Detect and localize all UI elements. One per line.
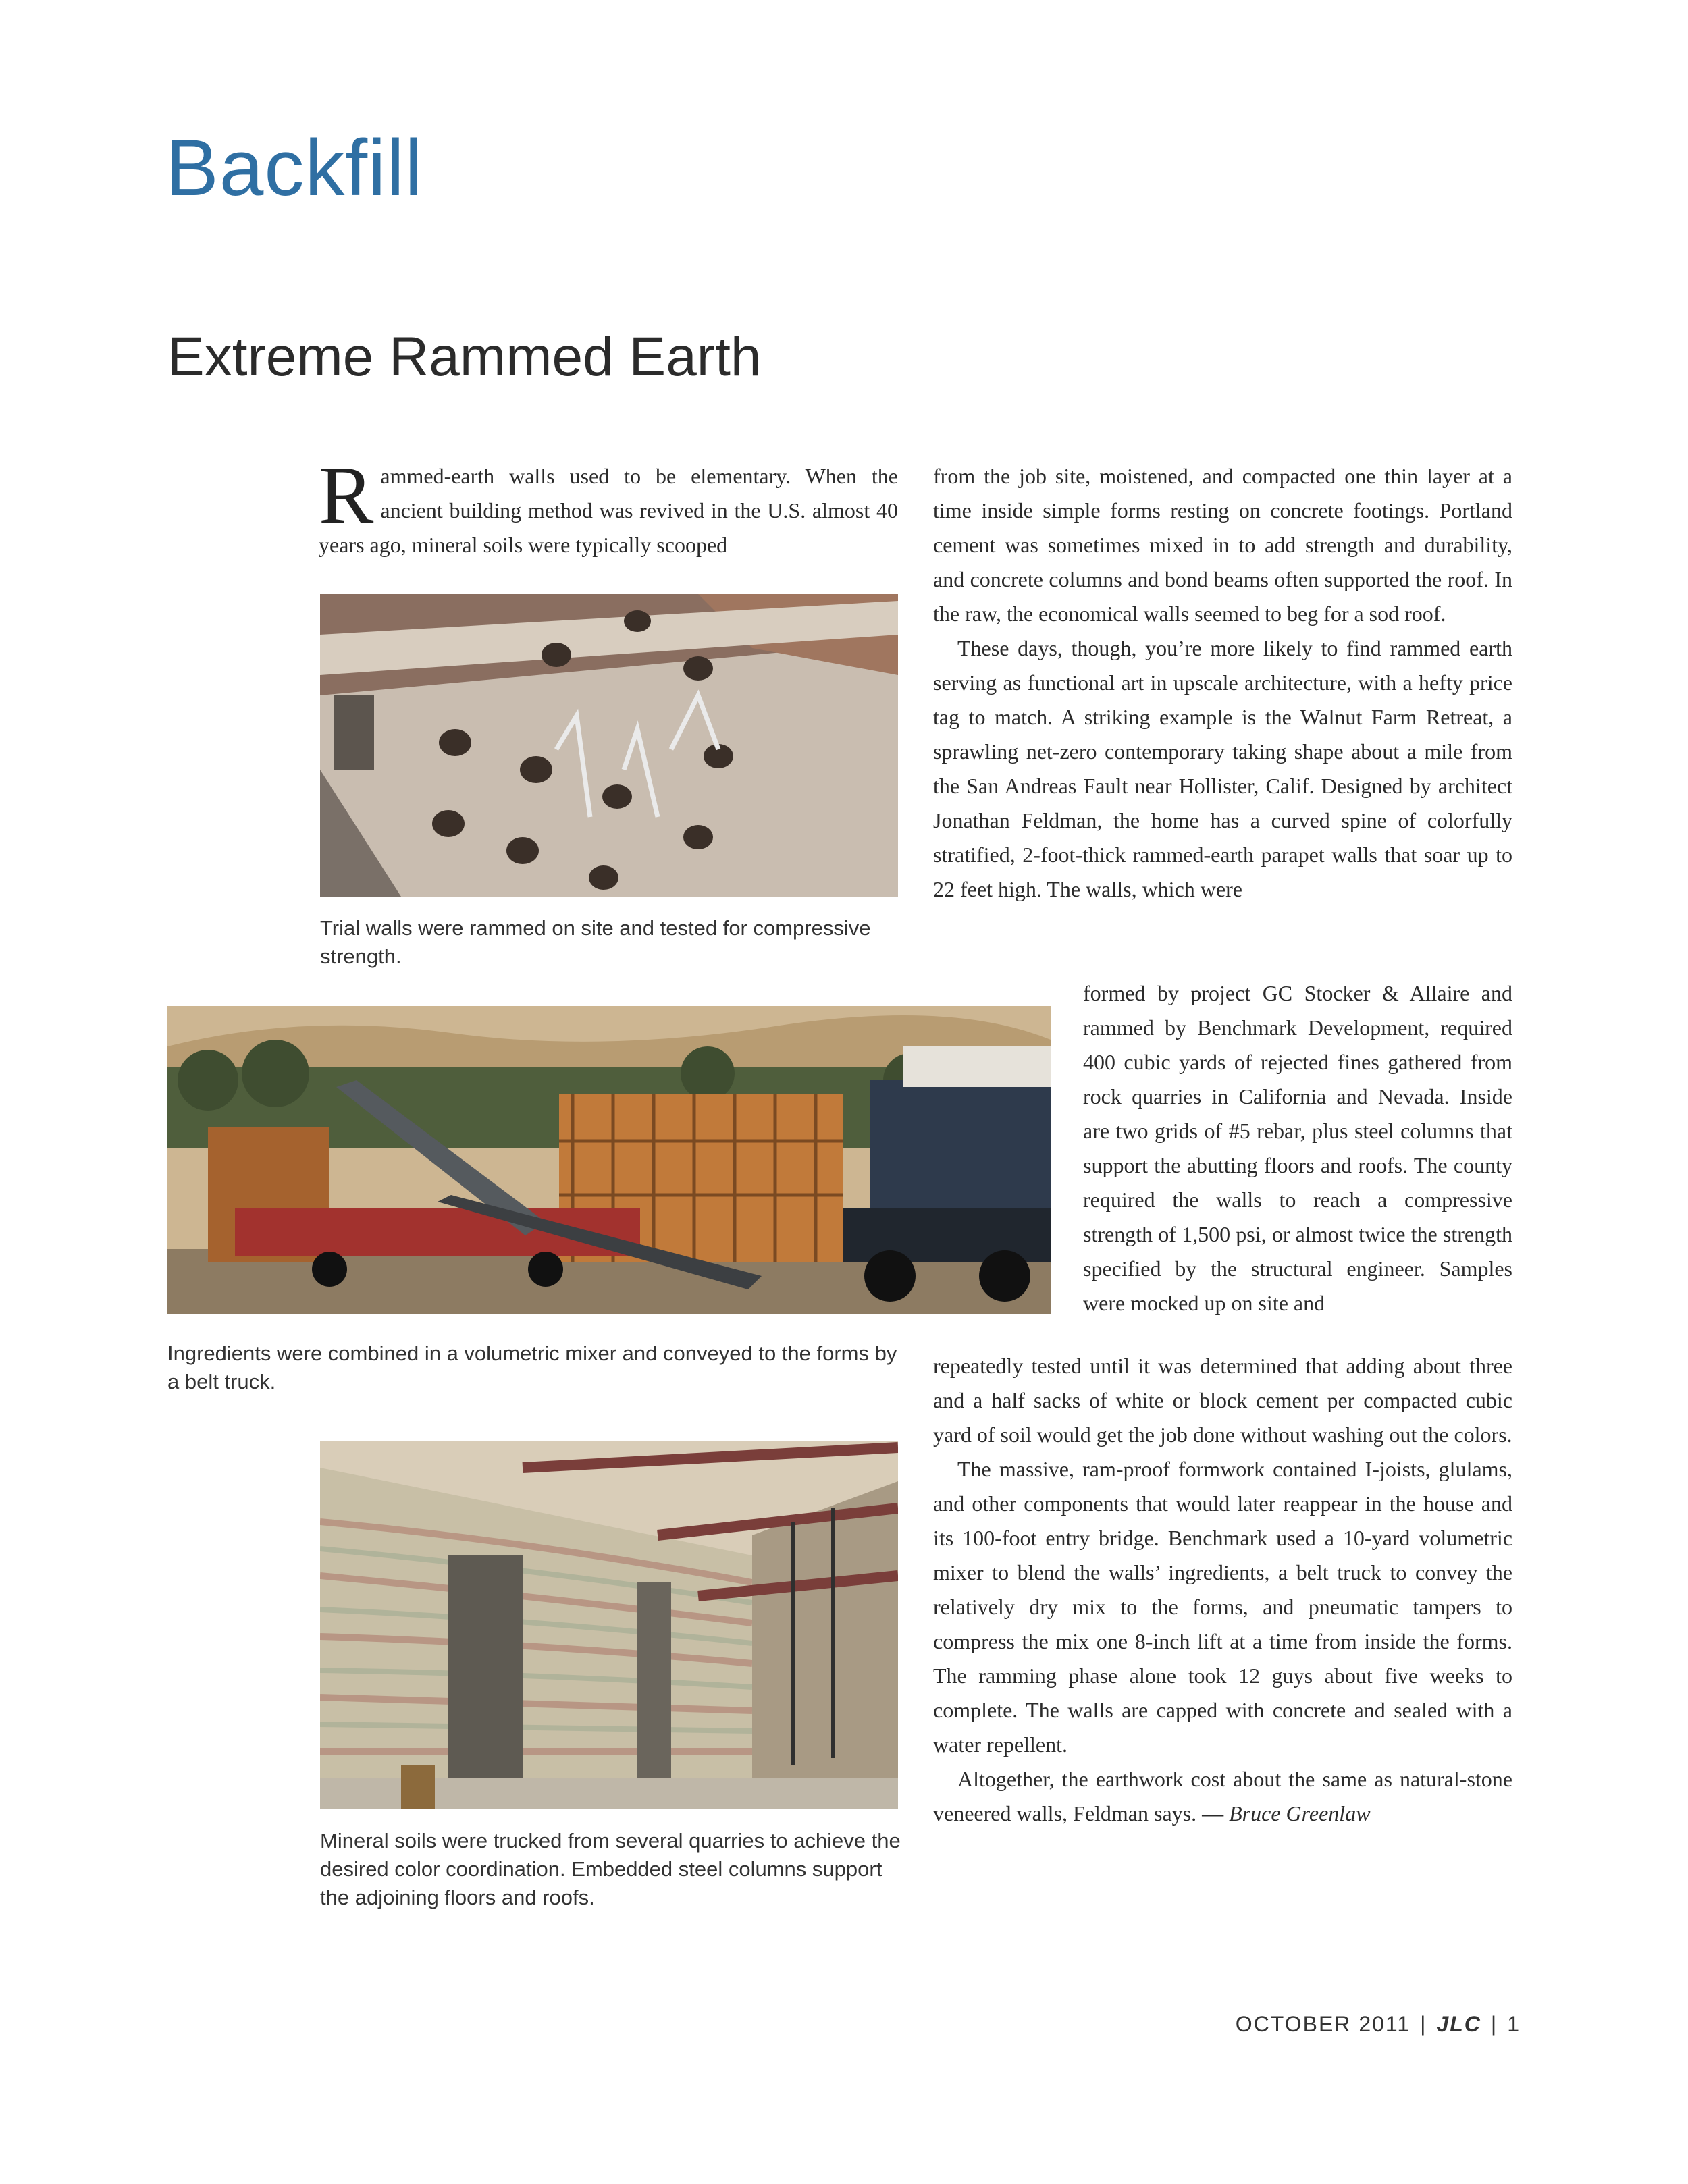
dropcap: R (319, 450, 374, 541)
paragraph-3: The massive, ram-proof formwork contained I-joists, glulams, and other components that would later reappear in the house and its 100-foot entry bridge. Benchmark used a 10-yard volumetric mixer to blend the walls’ ingredients, a belt truck to convey the relatively dry mix to the forms, and pneumatic tampers to compress the mix one 8-inch lift at a time from inside the forms. The ramming phase alone took 12 guys about five weeks to complete. The walls are capped with concrete and sealed with a water repellent. (933, 1457, 1512, 1757)
paragraph-2b: formed by project GC Stocker & Allaire and rammed by Benchmark Development, required 400 cubic yards of rejected fines gathered from rock quarries in California and Nevada. Inside are two grids of #5 rebar, plus steel columns that support the abutting floors and roofs. The county required the walls to reach a compressive strength of 1,500 psi, or almost twice the strength specified by the structural engineer. Samples were mocked up on site and (1083, 981, 1512, 1315)
closing-text: Altogether, the earthwork cost about the same as natural-stone veneered walls, Feldman says. — (933, 1767, 1512, 1826)
page-number: 1 (1507, 2012, 1521, 2036)
intro-text (319, 450, 898, 562)
issue-date: OCTOBER 2011 (1235, 2012, 1411, 2036)
byline: Bruce Greenlaw (1229, 1801, 1371, 1826)
paragraph-2a: These days, though, you’re more likely to find rammed earth serving as functional art in upscale architecture, with a hefty price tag to match. A striking example is the Walnut Farm Retreat, a sprawling net-zero contemporary taking shape about a mile from the San Andreas Fault near Hollister, Calif. Designed by architect Jonathan Feldman, the home has a curved spine of colorfully stratified, 2-foot-thick rammed-earth parapet walls that soar up to 22 feet high. The walls, which were (933, 636, 1512, 901)
footer-separator: | (1490, 2012, 1498, 2036)
intro-paragraph: ammed-earth walls used to be elementary. When the ancient building method was revived in the U.S. almost 40 years ago, mineral soils were typically scooped (319, 464, 898, 557)
mixer-caption: Ingredients were combined in a volumetric mixer and conveyed to the forms by a belt truck. (167, 1341, 897, 1393)
paragraph-2c: repeatedly tested until it was determined that adding about three and a half sacks of white or block cement per compacted cubic yard of soil would get the job done without washing out the colors. (933, 1354, 1512, 1447)
article-title: Extreme Rammed Earth (167, 326, 762, 388)
section-title: Backfill (165, 124, 423, 213)
paragraph-4 (933, 1762, 1512, 1831)
trial-walls-photo (320, 594, 898, 897)
mixer-photo (167, 1006, 1051, 1314)
paragraph-1: from the job site, moistened, and compacted one thin layer at a time inside simple forms resting on concrete footings. Portland cement was sometimes mixed in to add strength and durability, and concrete columns and bond beams often supported the roof. In the raw, the economical walls seemed to beg for a sod roof. (933, 464, 1512, 626)
right-column-bottom (933, 1349, 1512, 1831)
footer-separator: | (1420, 2012, 1427, 2036)
right-column-top (933, 459, 1512, 907)
magazine-name: JLC (1436, 2012, 1481, 2036)
right-column-narrow (1083, 976, 1512, 1321)
finished-wall-caption: Mineral soils were trucked from several quarries to achieve the desired color coordination. Embedded steel columns support the adjoining floors and roofs. (320, 1829, 901, 1909)
page-footer (1236, 2012, 1521, 2037)
trial-walls-caption: Trial walls were rammed on site and tested for compressive strength. (320, 916, 871, 968)
finished-wall-photo (320, 1441, 898, 1809)
